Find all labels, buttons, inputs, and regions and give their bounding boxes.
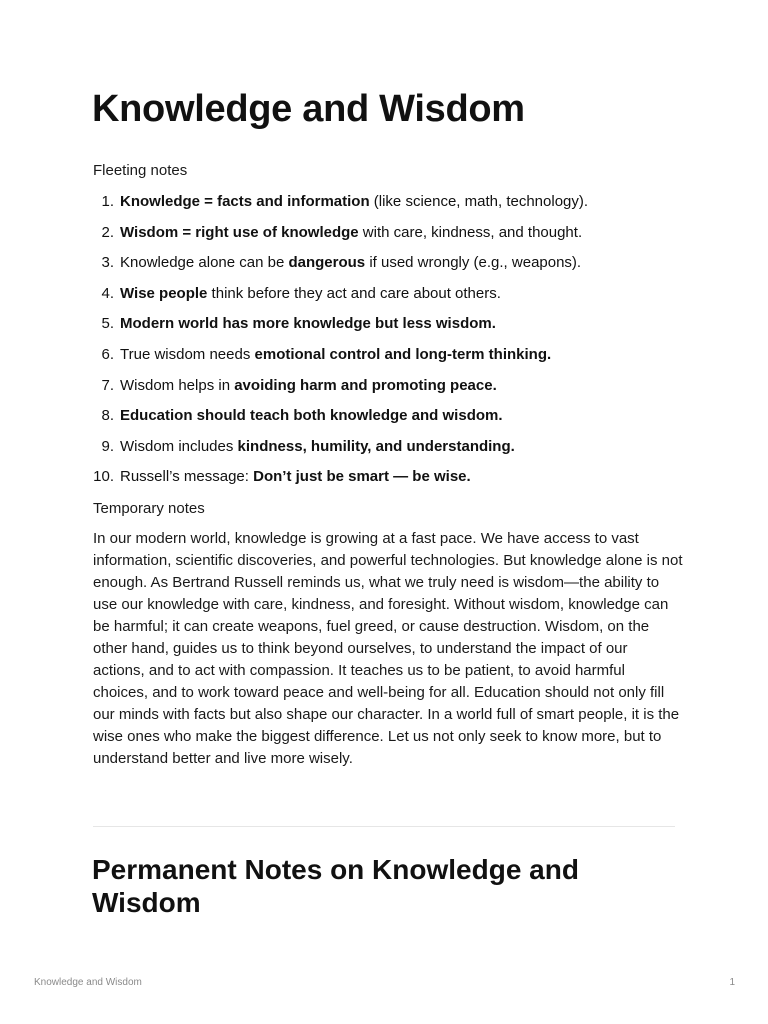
bold-text: Education should teach both knowledge and wisdom. <box>120 407 503 425</box>
list-item-number: 1. <box>101 193 114 210</box>
bold-text: Wise people <box>120 284 208 302</box>
footer-document-title: Knowledge and Wisdom <box>34 977 142 988</box>
list-item-text <box>120 284 501 304</box>
fleeting-notes-list <box>93 192 693 498</box>
list-item-number: 5. <box>101 315 114 333</box>
bold-text: Modern world has more knowledge but less wisdom. <box>120 315 496 333</box>
list-item <box>93 345 693 376</box>
section-divider <box>93 826 675 827</box>
list-item-text <box>120 253 581 273</box>
list-item-text <box>120 467 471 487</box>
list-item-number: 9. <box>101 437 114 455</box>
list-item-number: 4. <box>101 284 114 302</box>
bold-text: emotional control and long-term thinking. <box>254 345 552 363</box>
page-number: 1 <box>729 977 735 988</box>
page-title: Knowledge and Wisdom <box>92 88 525 130</box>
plain-text: Wisdom helps in <box>120 376 235 394</box>
list-item <box>93 437 693 468</box>
plain-text: (like science, math, technology). <box>369 193 589 210</box>
list-item-number: 3. <box>101 254 114 272</box>
bold-text: Wisdom = right use of knowledge <box>120 223 359 241</box>
list-item <box>93 376 693 407</box>
plain-text: if used wrongly (e.g., weapons). <box>365 254 582 272</box>
list-item-number: 8. <box>101 407 114 425</box>
bold-text: dangerous <box>288 254 366 272</box>
fleeting-notes-label: Fleeting notes <box>93 162 188 179</box>
plain-text: Wisdom includes <box>120 437 238 455</box>
list-item <box>93 284 693 315</box>
plain-text: with care, kindness, and thought. <box>358 223 583 241</box>
bold-text: kindness, humility, and understanding. <box>237 437 515 455</box>
list-item-text <box>120 376 497 396</box>
plain-text: True wisdom needs <box>120 345 255 363</box>
list-item <box>93 192 693 223</box>
list-item-number: 10. <box>93 468 114 486</box>
list-item-number: 2. <box>101 223 114 241</box>
list-item <box>93 406 693 437</box>
bold-text: Don’t just be smart — be wise. <box>253 468 471 486</box>
permanent-notes-heading: Permanent Notes on Knowledge and Wisdom <box>92 854 579 918</box>
list-item-number: 7. <box>101 376 114 394</box>
plain-text: think before they act and care about others. <box>207 284 501 302</box>
list-item <box>93 314 693 345</box>
list-item <box>93 223 693 254</box>
list-item <box>93 467 693 498</box>
list-item-text <box>120 406 503 426</box>
temporary-notes-paragraph: In our modern world, knowledge is growing at a fast pace. We have access to vast information, scientific discoveries, and powerful technologies. But knowledge alone is not enough. As Bertrand Russell reminds us, what we truly need is wisdom—the ability to use our knowledge with care, kindness, and foresight. Without wisdom, knowledge can be harmful; it can create weapons, fuel greed, or cause destruction. Wisdom, on the other hand, guides us to think beyond ourselves, to understand the impact of our actions, and to act with compassion. It teaches us to be patient, to avoid harmful choices, and to work toward peace and well-being for all. Education should not only fill our minds with facts but also shape our character. In a world full of smart people, it is the wise ones who make the biggest difference. Let us not only seek to know more, but to understand better and live more wisely. <box>93 530 683 767</box>
list-item <box>93 253 693 284</box>
bold-text: Knowledge = facts and information <box>120 193 370 210</box>
list-item-text <box>120 223 582 243</box>
list-item-text <box>120 345 551 365</box>
bold-text: avoiding harm and promoting peace. <box>234 376 497 394</box>
list-item-text <box>120 314 496 334</box>
plain-text: Russell’s message: <box>120 468 254 486</box>
list-item-number: 6. <box>101 345 114 363</box>
list-item-text <box>120 437 515 457</box>
plain-text: Knowledge alone can be <box>120 254 289 272</box>
temporary-notes-label: Temporary notes <box>93 500 205 517</box>
list-item-text <box>120 192 588 212</box>
